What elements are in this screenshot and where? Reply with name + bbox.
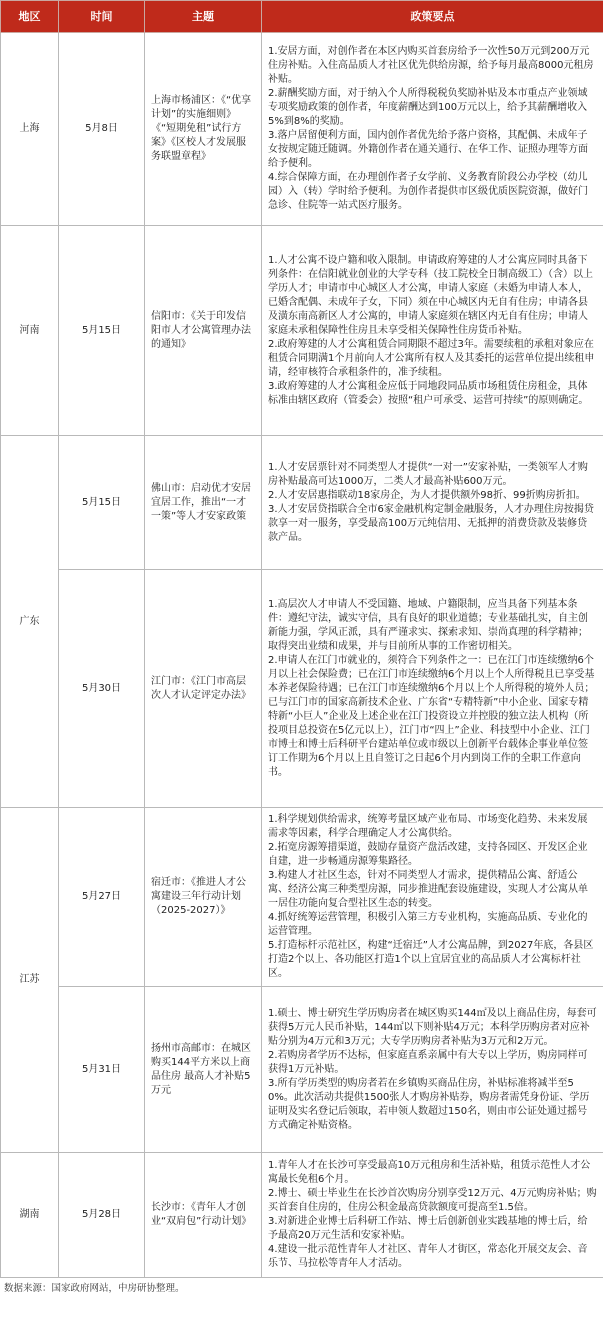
policy-point: 2.薪酬奖励方面，对于纳入个人所得税税负奖励补贴及本市重点产业领域专项奖励政策的创作者，年度薪酬达到100万元以上，给予其薪酬增收入5%到8%的奖励。 — [268, 88, 588, 127]
topic-cell: 宿迁市：《推进人才公寓建设三年行动计划（2025-2027）》 — [145, 808, 262, 987]
policy-point: 1.安居方面，对创作者在本区内购买首套房给予一次性50万元到200万元住房补贴。入住高品质人才社区优先供给房源，给予每月最高8000元租房补贴。 — [268, 46, 594, 85]
policy-point: 4.建设一批示范性青年人才社区、青年人才街区，常态化开展交友会、音乐节、马拉松等青年人才活动。 — [268, 1244, 588, 1269]
region-cell: 上海 — [1, 33, 59, 226]
policy-point: 1.高层次人才申请人不受国籍、地域、户籍限制，应当具备下列基本条件：遵纪守法，诚实守信，具有良好的职业道德；专业基础扎实，自主创新能力强，学风正派，具有严谨求实、探索求知、崇尚真理的科学精神；取得突出业绩和成果，并与目前所从事的工作密切相关。 — [268, 598, 588, 652]
topic-cell: 信阳市：《关于印发信阳市人才公寓管理办法的通知》 — [145, 226, 262, 436]
points-cell — [262, 1153, 603, 1278]
policy-point: 2.政府筹建的人才公寓租赁合同期限不超过3年。需要续租的承租对象应在租赁合同期满1个月前向人才公寓所有权人及其委托的运营单位提出续租申请，经审核符合承租条件的，准予续租。 — [268, 338, 595, 378]
policy-point: 3.政府筹建的人才公寓租金应低于同地段同品质市场租赁住房租金，具体标准由辖区政府（管委会）按照“租户可承受、运营可持续”的原则确定。 — [268, 380, 589, 406]
date-cell: 5月31日 — [59, 987, 145, 1153]
topic-cell: 长沙市：《青年人才创业“双肩包”行动计划》 — [145, 1153, 262, 1278]
table-row — [1, 33, 603, 226]
date-cell: 5月27日 — [59, 808, 145, 987]
date-cell: 5月8日 — [59, 33, 145, 226]
policy-point: 2.若购房者学历不达标，但家庭直系亲属中有大专以上学历，购房同样可获得1万元补贴。 — [268, 1049, 588, 1075]
policy-point: 2.博士、硕士毕业生在长沙首次购房分别享受12万元、4万元购房补贴；购买首套自住房的，住房公积金最高贷款额度可提高至1.5倍。 — [268, 1188, 597, 1213]
policy-point: 2.申请人在江门市就业的，须符合下列条件之一：已在江门市连续缴纳6个月以上社会保险费；已在江门市连续缴纳6个月以上个人所得税且已享受基本养老保险待遇；已在江门市连续缴纳6个月以上个人所得税的境外人员；已与江门市的国家高新技术企业、广东省“专精特新”中小企业、国家专精特新“小巨人”企业及上述企业在江门投资设立并控股的独立法人机构（所投项目总投资在5亿元以上），江门市“四上”企业、科技型中小企业、江门市博士和博士后科研平台建站单位或市级以上创新平台载体企事业单位签订工作期为6个月以上且自签订之日起6个月内到岗工作的全职工作意向书。 — [268, 654, 595, 778]
points-cell — [262, 436, 603, 570]
points-cell — [262, 808, 603, 987]
policy-point: 3.构建人才社区生态，针对不同类型人才需求，提供精品公寓、舒适公寓、经济公寓三种类型房源，同步推进配套设施建设，实现人才公寓从单一居住功能向复合型社区生态的转变。 — [268, 870, 588, 909]
policy-point: 3.人才安居贷指联合全市6家金融机构定制金融服务，人才办理住房按揭贷款享一对一服务，享受最高100万元纯信用、无抵押的消费贷款及装修贷款产品。 — [268, 503, 594, 543]
table-header-row — [1, 1, 603, 33]
table-row — [1, 570, 603, 808]
topic-cell: 扬州市高邮市：在城区购买144平方米以上商品住房 最高人才补贴5万元 — [145, 987, 262, 1153]
date-cell: 5月15日 — [59, 226, 145, 436]
table-row — [1, 436, 603, 570]
date-cell: 5月28日 — [59, 1153, 145, 1278]
region-cell: 河南 — [1, 226, 59, 436]
policy-point: 3.落户居留便利方面，国内创作者优先给予落户资格，其配偶、未成年子女按规定随迁随调。外籍创作者在通关通行、在华工作、证照办理等方面给予便利。 — [268, 130, 588, 169]
date-cell: 5月30日 — [59, 570, 145, 808]
points-cell — [262, 33, 603, 226]
region-cell-merged: 广东 — [1, 436, 59, 808]
table-row — [1, 987, 603, 1153]
policy-point: 1.人才公寓不设户籍和收入限制。申请政府筹建的人才公寓应同时具备下列条件：在信阳就业创业的大学专科（技工院校全日制高级工）（含）以上学历人才；申请市中心城区人才公寓，申请人家庭（未婚为申请人本人，已婚含配偶、未成年子女，下同）须在中心城区内无自有住房；申请各县及潢东南高新区人才公寓的，申请人家庭须在辖区内无自有住房；申请人家庭未承租保障性住房且未享受相关保障性住房货币补贴。 — [268, 254, 593, 336]
topic-cell: 江门市：《江门市高层次人才认定评定办法》 — [145, 570, 262, 808]
policy-point: 5.打造标杆示范社区，构建“迁宿迁”人才公寓品牌，到2027年底，各县区打造2个以上、各功能区打造1个以上宜居宜业的高品质人才公寓标杆社区。 — [268, 940, 594, 979]
header-date: 时间 — [59, 1, 145, 33]
header-region: 地区 — [1, 1, 59, 33]
policy-point: 1.硕士、博士研究生学历购房者在城区购买144㎡及以上商品住房，每套可获得5万元人民币补贴，144㎡以下则补贴4万元；本科学历购房者对应补贴分别为4万元和3万元；大专学历购房者补贴为3万元和2万元。 — [268, 1007, 597, 1047]
policy-point: 2.人才安居惠指联动18家房企，为人才提供额外98折、99折购房折扣。 — [268, 489, 586, 501]
table-row — [1, 1153, 603, 1278]
policy-point: 1.科学规划供给需求，统筹考量区域产业布局、市场变化趋势、未来发展需求等因素，科学合理确定人才公寓供给。 — [268, 814, 588, 839]
policy-point: 1.青年人才在长沙可享受最高10万元租房和生活补贴，租赁示范性人才公寓最长免租6个月。 — [268, 1160, 591, 1185]
policy-point: 4.综合保障方面，在办理创作者子女学前、义务教育阶段公办学校（幼儿园）入（转）学时给予便利。为创作者提供市区级优质医院资源，做好门急诊、住院等一站式医疗服务。 — [268, 172, 588, 211]
policy-point: 4.抓好统筹运营管理，积极引入第三方专业机构，实施高品质、专业化的运营管理。 — [268, 912, 588, 937]
table-row — [1, 226, 603, 436]
table-row — [1, 808, 603, 987]
topic-cell: 上海市杨浦区：《“优享计划”的实施细则》《“短期免租”试行方案》《区校人才发展服务联盟章程》 — [145, 33, 262, 226]
region-cell: 湖南 — [1, 1153, 59, 1278]
topic-cell: 佛山市：启动优才安居宜居工作，推出“一才一策”等人才安家政策 — [145, 436, 262, 570]
points-cell — [262, 226, 603, 436]
region-cell-merged: 江苏 — [1, 808, 59, 1153]
points-cell — [262, 987, 603, 1153]
date-cell: 5月15日 — [59, 436, 145, 570]
policy-point: 1.人才安居票针对不同类型人才提供“一对一”安家补贴，一类领军人才购房补贴最高可达1000万，二类人才最高补贴600万元。 — [268, 461, 588, 487]
data-source-note: 数据来源：国家政府网站，中房研协整理。 — [4, 1283, 185, 1294]
policy-point: 3.所有学历类型的购房者若在乡镇购买商品住房，补贴标准将减半至50%。此次活动共提供1500张人才购房补贴券，购房者需凭身份证、学历证明及实名登记后领取，若申领人数超过150名，则由市公证处通过摇号方式确定补贴资格。 — [268, 1077, 590, 1131]
points-cell — [262, 570, 603, 808]
header-topic: 主题 — [145, 1, 262, 33]
header-points: 政策要点 — [262, 1, 603, 33]
policy-point: 2.拓宽房源筹措渠道，鼓励存量资产盘活改建，支持各园区、开发区企业自建，进一步畅通房源筹集路径。 — [268, 842, 588, 867]
policy-point: 3.对新进企业博士后科研工作站、博士后创新创业实践基地的博士后，给予最高20万元生活和安家补贴。 — [268, 1216, 588, 1241]
